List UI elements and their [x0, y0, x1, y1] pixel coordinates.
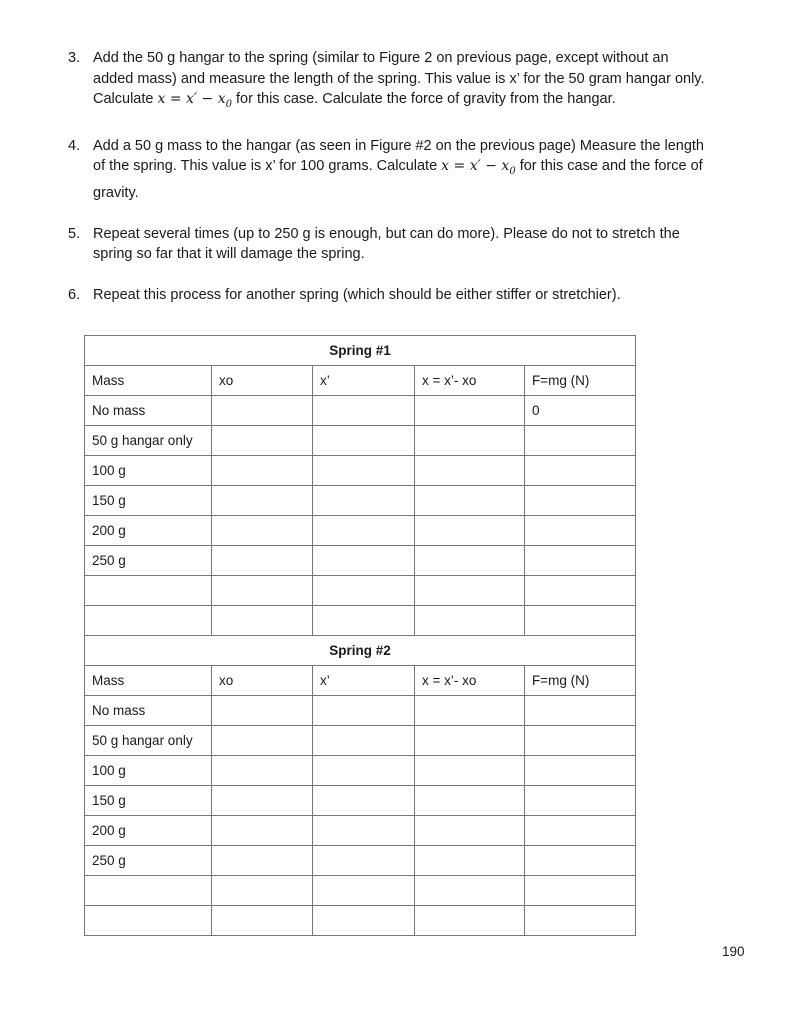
table-cell: 150 g	[85, 486, 212, 516]
table-cell	[313, 396, 415, 426]
table-cell	[212, 546, 313, 576]
formula-main: x = x′ − x	[157, 91, 226, 107]
table-cell	[415, 846, 525, 876]
instruction-step-6	[68, 285, 748, 306]
table-cell	[415, 696, 525, 726]
table-cell	[313, 606, 415, 636]
table-cell	[415, 756, 525, 786]
step-text: of the spring. This value is x’ for 100 grams. Calculate	[93, 158, 442, 175]
table-cell	[415, 516, 525, 546]
table-row	[85, 906, 636, 936]
table-cell	[525, 486, 636, 516]
table-row	[85, 846, 636, 876]
table-cell	[212, 516, 313, 546]
table-cell	[415, 786, 525, 816]
column-header: xo	[212, 666, 313, 696]
table-cell: 200 g	[85, 816, 212, 846]
step-text: Add a 50 g mass to the hangar (as seen in Figure #2 on the previous page) Measure the length	[93, 137, 704, 154]
table-cell: 50 g hangar only	[85, 426, 212, 456]
table-cell	[313, 786, 415, 816]
table-cell	[212, 456, 313, 486]
step-number: 4.	[68, 137, 81, 154]
column-header: Mass	[85, 366, 212, 396]
table-cell	[313, 906, 415, 936]
table-cell	[525, 456, 636, 486]
table-cell	[85, 606, 212, 636]
table-cell	[415, 876, 525, 906]
table-cell	[415, 816, 525, 846]
table-cell	[415, 396, 525, 426]
formula-main: x = x′ − x	[441, 158, 510, 175]
instruction-step-5	[68, 224, 748, 265]
table-cell	[313, 816, 415, 846]
column-header: F=mg (N)	[525, 666, 636, 696]
table-title: Spring #2	[85, 636, 636, 666]
table-cell	[525, 426, 636, 456]
column-header: F=mg (N)	[525, 366, 636, 396]
table-cell	[212, 786, 313, 816]
table-cell	[525, 816, 636, 846]
table-cell: 250 g	[85, 546, 212, 576]
table-row	[85, 816, 636, 846]
table-cell	[415, 546, 525, 576]
column-header: xo	[212, 366, 313, 396]
step-text: added mass) and measure the length of the spring. This value is x’ for the 50 gram hangar only.	[93, 70, 705, 87]
table-cell	[212, 576, 313, 606]
table-cell: 150 g	[85, 786, 212, 816]
table-cell	[212, 876, 313, 906]
table-cell	[212, 756, 313, 786]
table-cell	[212, 606, 313, 636]
table-cell	[313, 846, 415, 876]
table-row	[85, 876, 636, 906]
table-cell	[313, 876, 415, 906]
table-row	[85, 606, 636, 636]
table-cell: No mass	[85, 396, 212, 426]
table-header-row	[85, 366, 636, 396]
table-title-row	[85, 336, 636, 366]
table-cell	[415, 426, 525, 456]
table-cell	[525, 786, 636, 816]
table-row	[85, 486, 636, 516]
table-row	[85, 516, 636, 546]
table-cell	[212, 696, 313, 726]
table-cell: 200 g	[85, 516, 212, 546]
instruction-step-4	[68, 136, 748, 203]
table-cell	[212, 486, 313, 516]
page-number: 190	[722, 944, 745, 959]
table-cell	[85, 906, 212, 936]
table-cell	[212, 426, 313, 456]
formula-subscript: 0	[509, 166, 516, 178]
step-text: Repeat several times (up to 250 g is enough, but can do more). Please do not to stretch the	[93, 225, 680, 242]
table-cell	[85, 576, 212, 606]
table-row	[85, 576, 636, 606]
table-cell	[525, 876, 636, 906]
step-number: 5.	[68, 225, 81, 242]
table-cell: 250 g	[85, 846, 212, 876]
table-cell: 0	[525, 396, 636, 426]
table-cell: 50 g hangar only	[85, 726, 212, 756]
column-header: x = x’- xo	[415, 366, 525, 396]
table-cell	[415, 906, 525, 936]
table-cell	[212, 816, 313, 846]
table-cell	[85, 876, 212, 906]
table-cell	[525, 726, 636, 756]
instruction-step-3	[68, 48, 748, 115]
column-header: x = x’- xo	[415, 666, 525, 696]
table-cell	[525, 516, 636, 546]
table-row	[85, 786, 636, 816]
step-text: Repeat this process for another spring (which should be either stiffer or stretchier).	[93, 287, 621, 304]
step-text: Add the 50 g hangar to the spring (similar to Figure 2 on previous page, except without an	[93, 50, 669, 66]
data-table	[84, 335, 636, 936]
table-cell	[525, 756, 636, 786]
table-cell	[313, 456, 415, 486]
table-cell	[313, 486, 415, 516]
table-cell	[415, 456, 525, 486]
table-cell: No mass	[85, 696, 212, 726]
table-cell	[313, 726, 415, 756]
table-row	[85, 546, 636, 576]
step-number: 3.	[68, 50, 81, 66]
table-cell	[313, 516, 415, 546]
table-cell	[525, 606, 636, 636]
column-header: x’	[313, 666, 415, 696]
table-row	[85, 456, 636, 486]
table-cell: 100 g	[85, 756, 212, 786]
table-cell: 100 g	[85, 456, 212, 486]
step-text: gravity.	[93, 184, 139, 201]
table-cell	[313, 426, 415, 456]
table-title-row	[85, 636, 636, 666]
table-cell	[212, 726, 313, 756]
table-cell	[525, 546, 636, 576]
table-cell	[212, 906, 313, 936]
table-title: Spring #1	[85, 336, 636, 366]
table-row	[85, 696, 636, 726]
table-cell	[525, 906, 636, 936]
table-cell	[415, 486, 525, 516]
table-cell	[313, 696, 415, 726]
step-text: Calculate	[93, 91, 158, 107]
column-header: Mass	[85, 666, 212, 696]
table-cell	[212, 846, 313, 876]
table-cell	[525, 576, 636, 606]
formula	[441, 158, 516, 178]
step-number: 6.	[68, 287, 81, 304]
table-cell	[415, 576, 525, 606]
instruction-list	[68, 48, 748, 326]
step-text: for this case and the force of	[515, 158, 703, 175]
table-cell	[313, 546, 415, 576]
table-row	[85, 426, 636, 456]
table-cell	[313, 576, 415, 606]
column-header: x’	[313, 366, 415, 396]
table-header-row	[85, 666, 636, 696]
table-cell	[212, 396, 313, 426]
table-cell	[415, 726, 525, 756]
table-row	[85, 726, 636, 756]
table-cell	[525, 696, 636, 726]
table-cell	[525, 846, 636, 876]
table-cell	[313, 756, 415, 786]
table-row	[85, 756, 636, 786]
table-row	[85, 396, 636, 426]
formula-subscript: 0	[225, 98, 232, 110]
formula	[157, 91, 232, 110]
step-text: spring so far that it will damage the spring.	[93, 246, 365, 263]
step-text: for this case. Calculate the force of gravity from the hangar.	[232, 91, 616, 107]
table-cell	[415, 606, 525, 636]
